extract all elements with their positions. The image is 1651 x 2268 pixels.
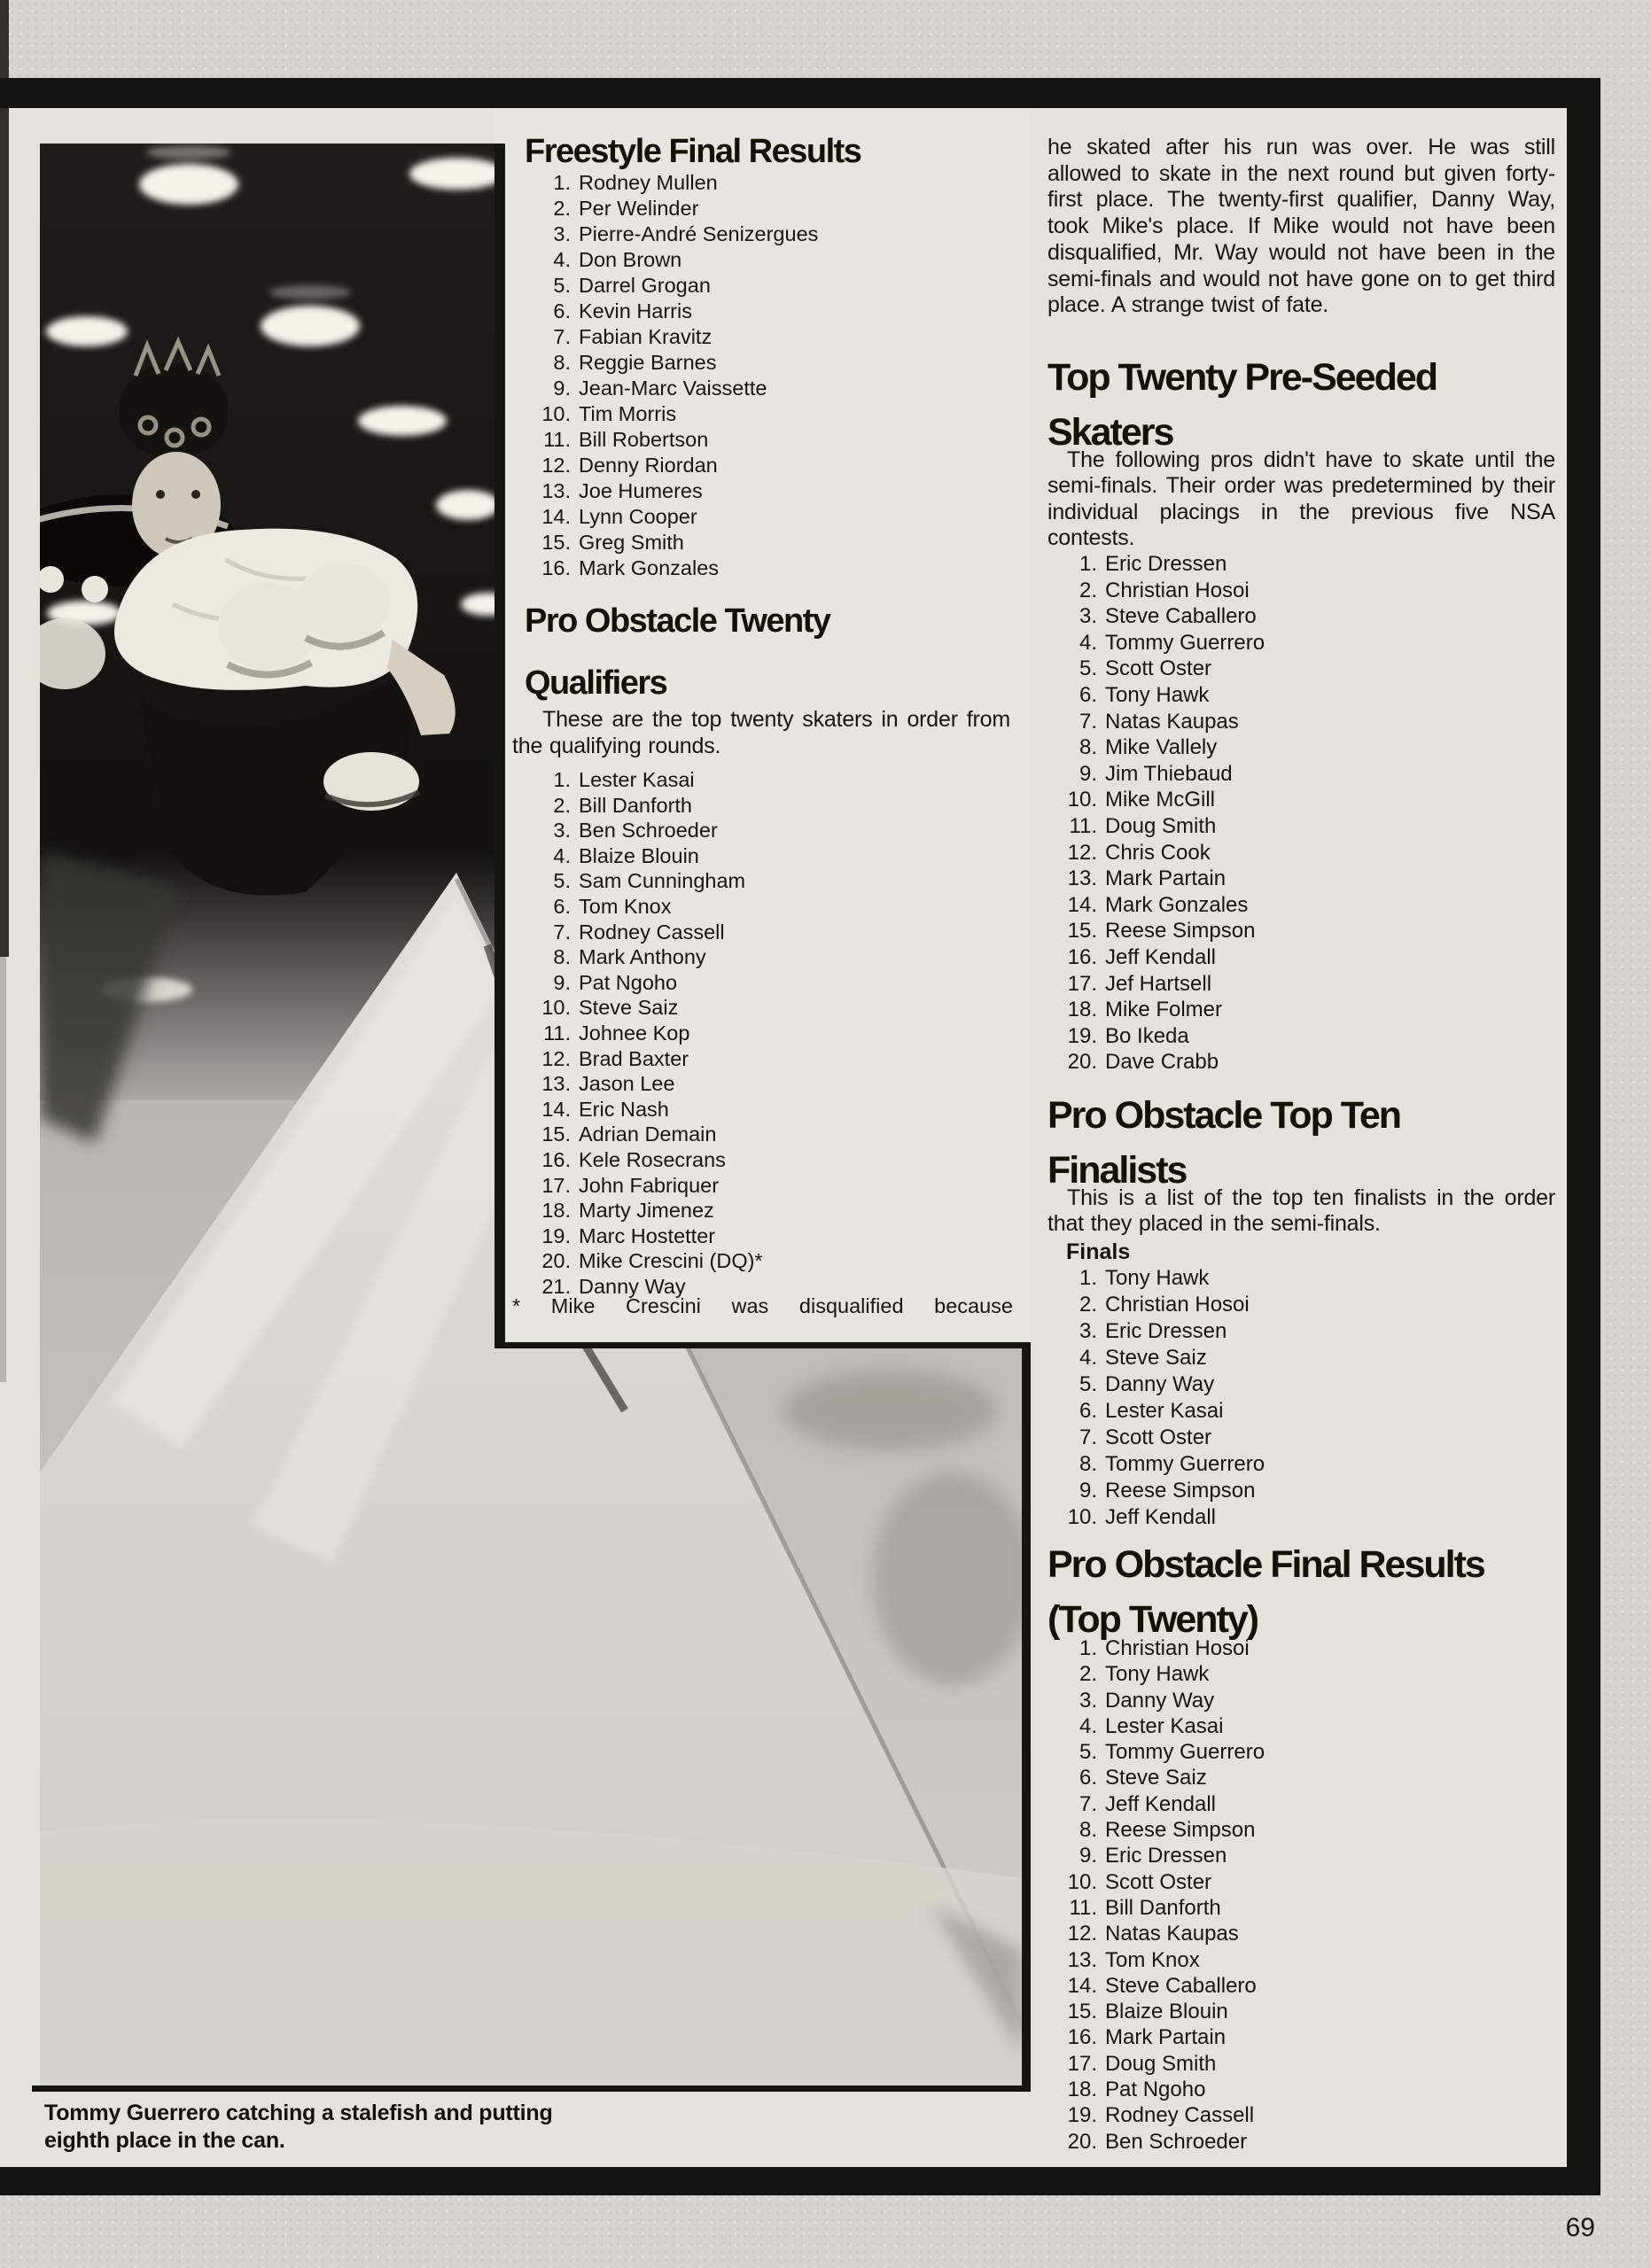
list-item	[512, 350, 818, 376]
list-item-rank: 7.	[1079, 1791, 1097, 1816]
list-item	[1047, 944, 1265, 971]
list-item-rank: 19.	[541, 1223, 571, 1247]
list-item	[1047, 709, 1265, 735]
list-item-rank: 7.	[553, 325, 571, 348]
list-item	[1047, 1318, 1265, 1345]
list-item	[512, 1147, 763, 1173]
list-item-rank: 5.	[553, 869, 571, 893]
list-item	[512, 944, 763, 970]
list-item-rank: 11.	[543, 428, 571, 451]
qualifiers-intro: These are the top twenty skaters in order from the qualifying rounds.	[512, 707, 1010, 758]
list-item-name: Steve Saiz	[579, 996, 679, 1020]
list-item-name: Chris Cook	[1105, 840, 1211, 865]
list-item-name: Dave Crabb	[1105, 1050, 1219, 1075]
list-item	[512, 843, 763, 869]
list-item-rank: 1.	[553, 768, 571, 791]
list-item-name: Jim Thiebaud	[1105, 761, 1233, 786]
list-item-rank: 3.	[1079, 604, 1097, 629]
list-item-name: Christian Hosoi	[1105, 1293, 1250, 1317]
list-item-name: Eric Dressen	[1105, 1844, 1227, 1868]
list-item-rank: 5.	[1079, 656, 1097, 681]
topten-heading-line1: Pro Obstacle Top Ten	[1047, 1094, 1401, 1137]
list-item-name: Johnee Kop	[579, 1021, 690, 1045]
list-item-rank: 15.	[541, 531, 571, 554]
list-item-rank: 6.	[1079, 1399, 1097, 1423]
list-item	[1047, 1265, 1265, 1292]
list-item-name: Jef Hartsell	[1105, 971, 1212, 996]
list-item-rank: 4.	[553, 843, 571, 867]
list-item-name: Jeff Kendall	[1105, 1505, 1216, 1529]
list-item-rank: 8.	[1079, 1818, 1097, 1843]
list-item-name: Reese Simpson	[1105, 1479, 1256, 1503]
list-item	[1047, 2129, 1265, 2155]
list-item-rank: 7.	[1079, 1425, 1097, 1449]
list-item-name: Tommy Guerrero	[1105, 630, 1266, 655]
list-item	[1047, 761, 1265, 788]
list-item-rank: 12.	[541, 1046, 571, 1070]
list-item-name: Kevin Harris	[579, 299, 692, 322]
list-item-rank: 2.	[1079, 1662, 1097, 1687]
list-item	[1047, 1895, 1265, 1921]
list-item-rank: 10.	[1067, 1505, 1097, 1529]
list-item-name: Blaize Blouin	[1105, 2000, 1228, 2024]
photo-right-border	[1022, 1342, 1031, 2092]
list-item	[512, 793, 763, 819]
list-item-name: Reggie Barnes	[579, 351, 717, 374]
list-item-name: Scott Oster	[1105, 656, 1212, 681]
list-item-rank: 3.	[1079, 1688, 1097, 1713]
list-item-name: Kele Rosecrans	[579, 1147, 726, 1171]
list-item-rank: 1.	[1079, 1636, 1097, 1660]
photo-bottom-border	[32, 2085, 1031, 2092]
list-item-rank: 2.	[1079, 578, 1097, 602]
list-item	[1047, 892, 1265, 919]
list-item	[512, 376, 818, 401]
list-item-name: Doug Smith	[1105, 813, 1217, 838]
final-results-heading-line2: (Top Twenty)	[1047, 1598, 1258, 1641]
list-item-name: Greg Smith	[579, 531, 684, 554]
list-item-rank: 7.	[553, 920, 571, 944]
list-item	[512, 453, 818, 478]
list-item	[1047, 682, 1265, 709]
list-item	[512, 767, 763, 793]
list-item-name: Christian Hosoi	[1105, 578, 1250, 602]
list-item-rank: 9.	[1079, 1479, 1097, 1503]
list-item-name: Eric Dressen	[1105, 552, 1227, 576]
list-item	[1047, 1049, 1265, 1076]
list-item-rank: 20.	[1067, 2129, 1097, 2154]
list-item-rank: 14.	[1067, 892, 1097, 917]
list-item	[1047, 734, 1265, 761]
list-item	[512, 894, 763, 920]
list-item	[1047, 1688, 1265, 1713]
list-item-name: Jason Lee	[579, 1072, 675, 1096]
list-item	[1047, 1398, 1265, 1425]
list-item-name: Natas Kaupas	[1105, 709, 1239, 734]
list-item	[1047, 1661, 1265, 1687]
qualifiers-footnote: * Mike Crescini was disqualified because	[512, 1294, 1013, 1317]
list-item-rank: 20.	[1067, 1050, 1097, 1075]
list-item-name: Pat Ngoho	[579, 970, 678, 994]
list-item	[512, 555, 818, 581]
list-item	[1047, 603, 1265, 630]
list-item-name: Steve Saiz	[1105, 1766, 1207, 1790]
list-item	[1047, 2102, 1265, 2128]
list-item	[1047, 1999, 1265, 2024]
list-item-rank: 17.	[541, 1173, 571, 1197]
list-item-rank: 7.	[1079, 709, 1097, 734]
list-item-rank: 1.	[1079, 552, 1097, 576]
list-item-rank: 16.	[541, 1147, 571, 1171]
list-item-name: Mark Partain	[1105, 866, 1227, 891]
list-item-rank: 5.	[1079, 1372, 1097, 1396]
list-item-rank: 18.	[541, 1199, 571, 1223]
finals-list	[1047, 1265, 1265, 1531]
list-item-name: Jeff Kendall	[1105, 944, 1216, 969]
list-item-rank: 4.	[1079, 1346, 1097, 1370]
list-item-rank: 15.	[541, 1122, 571, 1146]
list-item-rank: 21.	[541, 1274, 571, 1298]
list-item	[1047, 1921, 1265, 1946]
list-item-rank: 11.	[543, 1021, 571, 1045]
list-item-rank: 10.	[1067, 1869, 1097, 1894]
frame-right-bar	[1567, 78, 1600, 2195]
list-item-rank: 6.	[553, 894, 571, 918]
list-item-rank: 5.	[1079, 1740, 1097, 1765]
scan-edge-grey	[0, 957, 6, 1382]
list-item	[512, 478, 818, 504]
list-item-name: Bill Danforth	[1105, 1895, 1221, 1920]
list-item-rank: 8.	[553, 351, 571, 374]
list-item-name: Rodney Cassell	[579, 920, 725, 944]
list-item-rank: 9.	[553, 970, 571, 994]
list-item-name: Pierre-André Senizergues	[579, 222, 819, 245]
list-item-name: Bill Danforth	[579, 793, 692, 817]
list-item-rank: 2.	[553, 793, 571, 817]
list-item	[512, 401, 818, 427]
article-continuation: he skated after his run was over. He was still allowed to skate in the next round but given forty-first place. The twenty-first qualifier, Danny Way, took Mike's place. If Mike would not have been disqualified, Mr. Way would not have been in the semi-finals and would not have gone on to get third place. A strange twist of fate.	[1047, 135, 1555, 318]
list-item-name: Ben Schroeder	[1105, 2129, 1248, 2154]
list-item-name: Reese Simpson	[1105, 919, 1256, 944]
list-item	[1047, 1023, 1265, 1050]
list-item-rank: 16.	[541, 556, 571, 579]
list-item	[1047, 997, 1265, 1023]
list-item	[512, 1046, 763, 1072]
list-item-name: Bill Robertson	[579, 428, 709, 451]
list-item-name: Joe Humeres	[579, 479, 703, 502]
list-item-rank: 14.	[541, 505, 571, 528]
list-item-name: Per Welinder	[579, 197, 699, 220]
list-item	[512, 868, 763, 894]
list-item	[1047, 918, 1265, 944]
list-item	[512, 818, 763, 843]
scan-edge-dark	[0, 0, 9, 957]
list-item	[512, 1071, 763, 1097]
list-item-name: Tim Morris	[579, 402, 677, 425]
freestyle-results-list	[512, 170, 818, 581]
list-item-rank: 4.	[1079, 1713, 1097, 1738]
list-item-rank: 18.	[1067, 2078, 1097, 2102]
list-item-name: Brad Baxter	[579, 1046, 689, 1070]
list-item	[1047, 1451, 1265, 1478]
list-item-name: Tommy Guerrero	[1105, 1740, 1266, 1765]
list-item	[1047, 1292, 1265, 1318]
list-item	[512, 1198, 763, 1223]
list-item-rank: 15.	[1067, 919, 1097, 944]
list-item	[512, 970, 763, 996]
list-item-rank: 1.	[553, 171, 571, 194]
list-item-rank: 12.	[541, 454, 571, 477]
list-item-name: Steve Caballero	[1105, 1973, 1257, 1998]
list-item-rank: 19.	[1067, 2103, 1097, 2128]
list-item-name: Fabian Kravitz	[579, 325, 713, 348]
list-item-rank: 4.	[1079, 630, 1097, 655]
list-item	[1047, 630, 1265, 656]
list-item-name: Pat Ngoho	[1105, 2078, 1206, 2102]
list-item-name: Mark Gonzales	[579, 556, 720, 579]
list-item	[512, 427, 818, 453]
list-item-rank: 12.	[1067, 840, 1097, 865]
list-item-name: Jeff Kendall	[1105, 1791, 1216, 1816]
list-item	[1047, 551, 1265, 578]
list-item-name: Doug Smith	[1105, 2051, 1217, 2076]
list-item	[1047, 1973, 1265, 1999]
list-item-rank: 13.	[1067, 1947, 1097, 1972]
list-item	[512, 1097, 763, 1122]
list-item	[1047, 1345, 1265, 1371]
list-item-name: Danny Way	[1105, 1372, 1215, 1396]
list-item	[512, 1122, 763, 1147]
list-item	[1047, 1947, 1265, 1973]
list-item-name: Don Brown	[579, 248, 682, 271]
list-item	[1047, 656, 1265, 682]
page-number: 69	[1565, 2213, 1595, 2242]
list-item	[512, 1223, 763, 1249]
list-item	[1047, 866, 1265, 892]
list-item-rank: 13.	[1067, 866, 1097, 891]
knee-pad	[296, 563, 390, 642]
list-item	[1047, 1478, 1265, 1504]
list-item-rank: 3.	[553, 819, 571, 843]
list-item-name: Tony Hawk	[1105, 1266, 1210, 1290]
frame-bottom-bar	[0, 2167, 1600, 2195]
list-item-name: Jean-Marc Vaissette	[579, 377, 767, 400]
list-item-name: Adrian Demain	[579, 1122, 717, 1146]
list-item	[1047, 971, 1265, 998]
list-item	[512, 247, 818, 273]
list-item-rank: 20.	[541, 1249, 571, 1273]
list-item-name: Natas Kaupas	[1105, 1922, 1239, 1946]
list-item-name: Scott Oster	[1105, 1425, 1212, 1449]
list-item-rank: 8.	[1079, 1452, 1097, 1476]
frame-top-bar	[0, 78, 1600, 108]
list-item-name: Mike Vallely	[1105, 735, 1218, 760]
list-item-name: Danny Way	[579, 1274, 686, 1298]
list-item-name: Sam Cunningham	[579, 869, 746, 893]
list-item	[1047, 2024, 1265, 2050]
list-item-name: Denny Riordan	[579, 454, 718, 477]
list-item	[1047, 1713, 1265, 1739]
final-results-heading-line1: Pro Obstacle Final Results	[1047, 1543, 1484, 1586]
list-item-rank: 2.	[553, 197, 571, 220]
list-item-name: Lynn Cooper	[579, 505, 697, 528]
list-item	[1047, 1869, 1265, 1895]
list-item-rank: 19.	[1067, 1023, 1097, 1048]
list-item	[512, 196, 818, 221]
list-item-rank: 6.	[553, 299, 571, 322]
list-item-rank: 5.	[553, 274, 571, 297]
list-item-rank: 8.	[553, 945, 571, 969]
preseeded-heading-line1: Top Twenty Pre-Seeded	[1047, 356, 1437, 399]
list-item	[1047, 1791, 1265, 1817]
list-item-name: Mark Partain	[1105, 2025, 1227, 2050]
list-item	[512, 920, 763, 945]
results-box-bottom-border	[495, 1342, 1031, 1348]
list-item-rank: 12.	[1067, 1922, 1097, 1946]
list-item-name: Tommy Guerrero	[1105, 1452, 1266, 1476]
list-item-name: Lester Kasai	[1105, 1399, 1224, 1423]
list-item-rank: 14.	[541, 1097, 571, 1121]
list-item-rank: 11.	[1069, 813, 1097, 838]
list-item-rank: 13.	[541, 479, 571, 502]
list-item-name: Christian Hosoi	[1105, 1636, 1250, 1660]
list-item-name: Marty Jimenez	[579, 1199, 714, 1223]
list-item-name: John Fabriquer	[579, 1173, 720, 1197]
list-item-name: Mark Anthony	[579, 945, 706, 969]
topten-heading-line2: Finalists	[1047, 1149, 1187, 1192]
list-item	[1047, 1504, 1265, 1531]
qualifiers-heading-line2: Qualifiers	[525, 664, 667, 702]
list-item-rank: 10.	[541, 402, 571, 425]
list-item-name: Lester Kasai	[579, 768, 695, 791]
list-item	[1047, 1739, 1265, 1765]
list-item-name: Lester Kasai	[1105, 1713, 1224, 1738]
list-item-rank: 13.	[541, 1072, 571, 1096]
list-item-rank: 15.	[1067, 2000, 1097, 2024]
list-item-name: Tony Hawk	[1105, 682, 1210, 707]
list-item-name: Tony Hawk	[1105, 1662, 1210, 1687]
list-item-name: Rodney Mullen	[579, 171, 718, 194]
freestyle-results-heading: Freestyle Final Results	[525, 133, 861, 170]
list-item-rank: 6.	[1079, 1766, 1097, 1790]
list-item-name: Mike Folmer	[1105, 998, 1223, 1022]
list-item	[1047, 787, 1265, 813]
list-item-name: Tom Knox	[579, 894, 672, 918]
list-item-rank: 10.	[541, 996, 571, 1020]
list-item-rank: 2.	[1079, 1293, 1097, 1317]
list-item-name: Marc Hostetter	[579, 1223, 716, 1247]
list-item-rank: 4.	[553, 248, 571, 271]
preseeded-intro: The following pros didn't have to skate until the semi-finals. Their order was predetermined by their individual placings in the previous five NSA contests.	[1047, 447, 1555, 551]
list-item-name: Darrel Grogan	[579, 274, 711, 297]
list-item-rank: 6.	[1079, 682, 1097, 707]
list-item-rank: 14.	[1067, 1973, 1097, 1998]
list-item-rank: 18.	[1067, 998, 1097, 1022]
list-item	[512, 170, 818, 196]
list-item-name: Eric Nash	[579, 1097, 669, 1121]
list-item-rank: 9.	[1079, 761, 1097, 786]
list-item	[1047, 813, 1265, 840]
list-item-name: Tom Knox	[1105, 1947, 1200, 1972]
list-item-rank: 1.	[1079, 1266, 1097, 1290]
preseeded-heading-line2: Skaters	[1047, 411, 1173, 454]
list-item	[512, 221, 818, 247]
photo-caption: Tommy Guerrero catching a stalefish and putting eighth place in the can.	[44, 2101, 553, 2153]
list-item	[1047, 1817, 1265, 1843]
list-item	[512, 1173, 763, 1199]
list-item-rank: 10.	[1067, 788, 1097, 812]
list-item-name: Eric Dressen	[1105, 1319, 1227, 1343]
list-item	[1047, 2051, 1265, 2077]
list-item	[1047, 1371, 1265, 1398]
list-item-rank: 16.	[1067, 944, 1097, 969]
final-results-list	[1047, 1635, 1265, 2155]
list-item-name: Blaize Blouin	[579, 843, 699, 867]
list-item-rank: 17.	[1067, 2051, 1097, 2076]
list-item-name: Danny Way	[1105, 1688, 1215, 1713]
list-item	[512, 1248, 763, 1274]
list-item-rank: 16.	[1067, 2025, 1097, 2050]
list-item-name: Mike Crescini (DQ)*	[579, 1249, 763, 1273]
qualifiers-list	[512, 767, 763, 1299]
list-item	[1047, 1765, 1265, 1790]
list-item-name: Ben Schroeder	[579, 819, 718, 843]
list-item-rank: 8.	[1079, 735, 1097, 760]
list-item-rank: 9.	[553, 377, 571, 400]
list-item-rank: 3.	[553, 222, 571, 245]
finals-subheading: Finals	[1066, 1239, 1131, 1264]
list-item	[512, 324, 818, 350]
list-item	[512, 504, 818, 530]
list-item	[1047, 578, 1265, 604]
list-item	[1047, 1843, 1265, 1868]
list-item-rank: 11.	[1069, 1895, 1097, 1920]
list-item-name: Mark Gonzales	[1105, 892, 1249, 917]
list-item-rank: 17.	[1067, 971, 1097, 996]
list-item-name: Steve Caballero	[1105, 604, 1257, 629]
topten-intro: This is a list of the top ten finalists in the order that they placed in the semi-finals.	[1047, 1185, 1555, 1237]
list-item	[512, 1021, 763, 1046]
list-item	[512, 273, 818, 299]
list-item	[512, 299, 818, 324]
list-item-name: Bo Ikeda	[1105, 1023, 1189, 1048]
list-item-name: Rodney Cassell	[1105, 2103, 1255, 2128]
list-item-rank: 3.	[1079, 1319, 1097, 1343]
list-item-name: Scott Oster	[1105, 1869, 1212, 1894]
list-item	[512, 530, 818, 555]
list-item	[1047, 1635, 1265, 1661]
results-box-left-border	[495, 144, 505, 1348]
list-item	[1047, 1425, 1265, 1451]
qualifiers-heading-line1: Pro Obstacle Twenty	[525, 602, 830, 640]
list-item-name: Mike McGill	[1105, 788, 1215, 812]
list-item	[1047, 840, 1265, 866]
list-item	[512, 995, 763, 1021]
list-item-name: Reese Simpson	[1105, 1818, 1256, 1843]
list-item-rank: 9.	[1079, 1844, 1097, 1868]
list-item-name: Steve Saiz	[1105, 1346, 1207, 1370]
list-item	[1047, 2077, 1265, 2102]
preseeded-list	[1047, 551, 1265, 1076]
